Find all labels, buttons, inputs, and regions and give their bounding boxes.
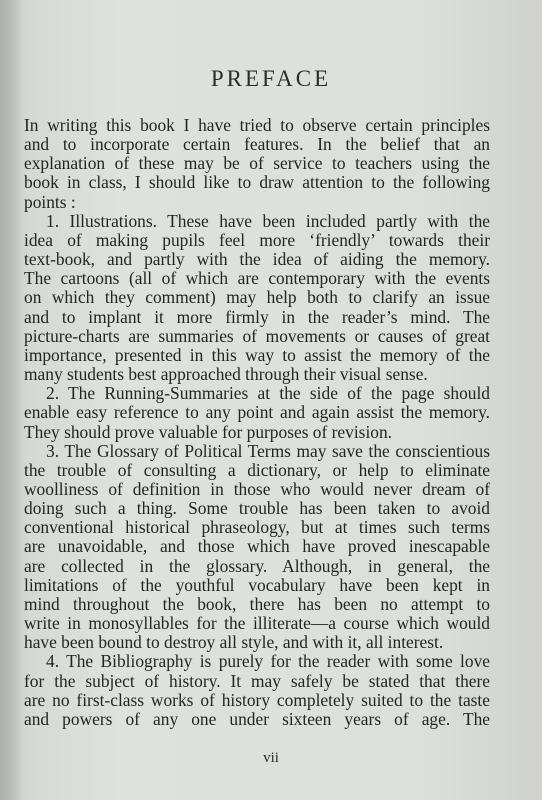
text-line: conventional historical phraseology, but at times such terms bbox=[24, 517, 490, 538]
page-title: PREFACE bbox=[210, 66, 332, 91]
text-line: points : bbox=[24, 191, 76, 212]
text-line: 2. The Running-Summaries at the side of the page should bbox=[46, 383, 490, 404]
text-line: are no first-class works of history completely suited to the taste bbox=[24, 689, 490, 710]
text-line: 3. The Glossary of Political Terms may save the conscientious bbox=[46, 440, 490, 461]
text-line: explanation of these may be of service to teachers using the bbox=[24, 153, 490, 174]
text-line: woolliness of definition in those who would never dream of bbox=[24, 478, 490, 499]
text-line: on which they comment) may help both to clarify an issue bbox=[24, 287, 490, 308]
text-line: In writing this book I have tried to observe certain principles bbox=[24, 115, 490, 135]
text-line: mind throughout the book, there has been no attempt to bbox=[24, 593, 490, 614]
text-line: many students best approached through their visual sense. bbox=[24, 364, 428, 385]
text-line: are unavoidable, and those which have proved inescapable bbox=[24, 536, 490, 557]
text-line: the trouble of consulting a dictionary, or help to eliminate bbox=[24, 459, 490, 480]
text-line: The cartoons (all of which are contemporary with the events bbox=[24, 268, 490, 289]
text-line: 1. Illustrations. These have been included partly with the bbox=[46, 210, 490, 231]
text-line: enable easy reference to any point and again assist the memory. bbox=[24, 402, 490, 423]
text-line: and to implant it more firmly in the reader’s mind. The bbox=[24, 306, 490, 327]
text-line: book in class, I should like to draw attention to the following bbox=[24, 172, 490, 193]
text-line: are collected in the glossary. Although, in general, the bbox=[24, 555, 490, 576]
text-line: and to incorporate certain features. In the belief that an bbox=[24, 134, 490, 155]
text-line: for the subject of history. It may safely be stated that there bbox=[24, 670, 490, 691]
text-line: picture-charts are summaries of movements or causes of great bbox=[24, 325, 490, 346]
text-line: text-book, and partly with the idea of aiding the memory. bbox=[24, 249, 490, 270]
text-line: importance, presented in this way to assist the memory of the bbox=[24, 344, 490, 365]
preface-text bbox=[24, 116, 490, 729]
page-number: vii bbox=[263, 750, 279, 766]
text-line: 4. The Bibliography is purely for the reader with some love bbox=[46, 651, 490, 672]
text-line: have been bound to destroy all style, and with it, all interest. bbox=[24, 632, 444, 653]
page-fold-shadow bbox=[0, 0, 22, 800]
text-line: and powers of any one under sixteen years of age. The bbox=[24, 708, 490, 729]
text-line: They should prove valuable for purposes of revision. bbox=[24, 421, 393, 442]
text-line: write in monosyllables for the illiterate—a course which would bbox=[24, 613, 490, 634]
text-line: idea of making pupils feel more ‘friendly’ towards their bbox=[24, 229, 490, 250]
text-line: limitations of the youthful vocabulary have been kept in bbox=[24, 574, 490, 595]
text-line: doing such a thing. Some trouble has been taken to avoid bbox=[24, 498, 490, 519]
